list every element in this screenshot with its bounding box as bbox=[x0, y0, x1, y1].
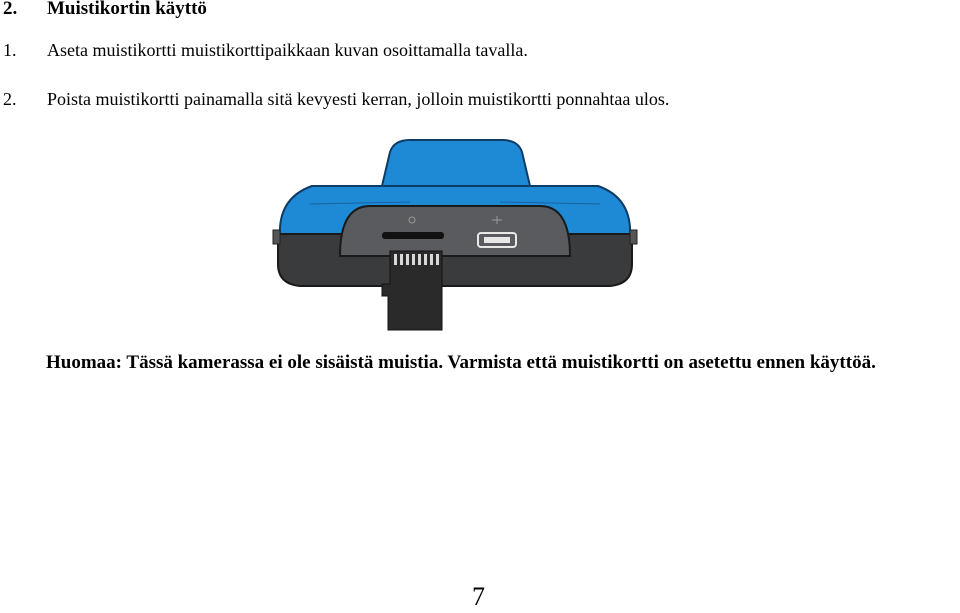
step-1-number: 1. bbox=[3, 40, 17, 60]
step-2-text: Poista muistikortti painamalla sitä kevyesti kerran, jolloin muistikortti ponnahtaa ulos. bbox=[47, 89, 670, 109]
camera-memory-card-illustration bbox=[270, 136, 640, 336]
step-2 bbox=[3, 89, 669, 110]
section-number: 2. bbox=[3, 0, 18, 19]
section-heading bbox=[3, 0, 207, 20]
step-2-number: 2. bbox=[3, 89, 17, 109]
card-slot bbox=[382, 232, 444, 239]
connector-panel bbox=[340, 206, 570, 256]
note-text: Huomaa: Tässä kamerassa ei ole sisäistä muistia. Varmista että muistikortti on asetettu ennen käyttöä. bbox=[46, 352, 876, 373]
step-1-text: Aseta muistikortti muistikorttipaikkaan kuvan osoittamalla tavalla. bbox=[47, 40, 528, 60]
section-title: Muistikortin käyttö bbox=[47, 0, 207, 19]
camera-top-hump bbox=[382, 140, 530, 186]
page-number: 7 bbox=[472, 582, 485, 611]
step-1 bbox=[3, 40, 528, 61]
